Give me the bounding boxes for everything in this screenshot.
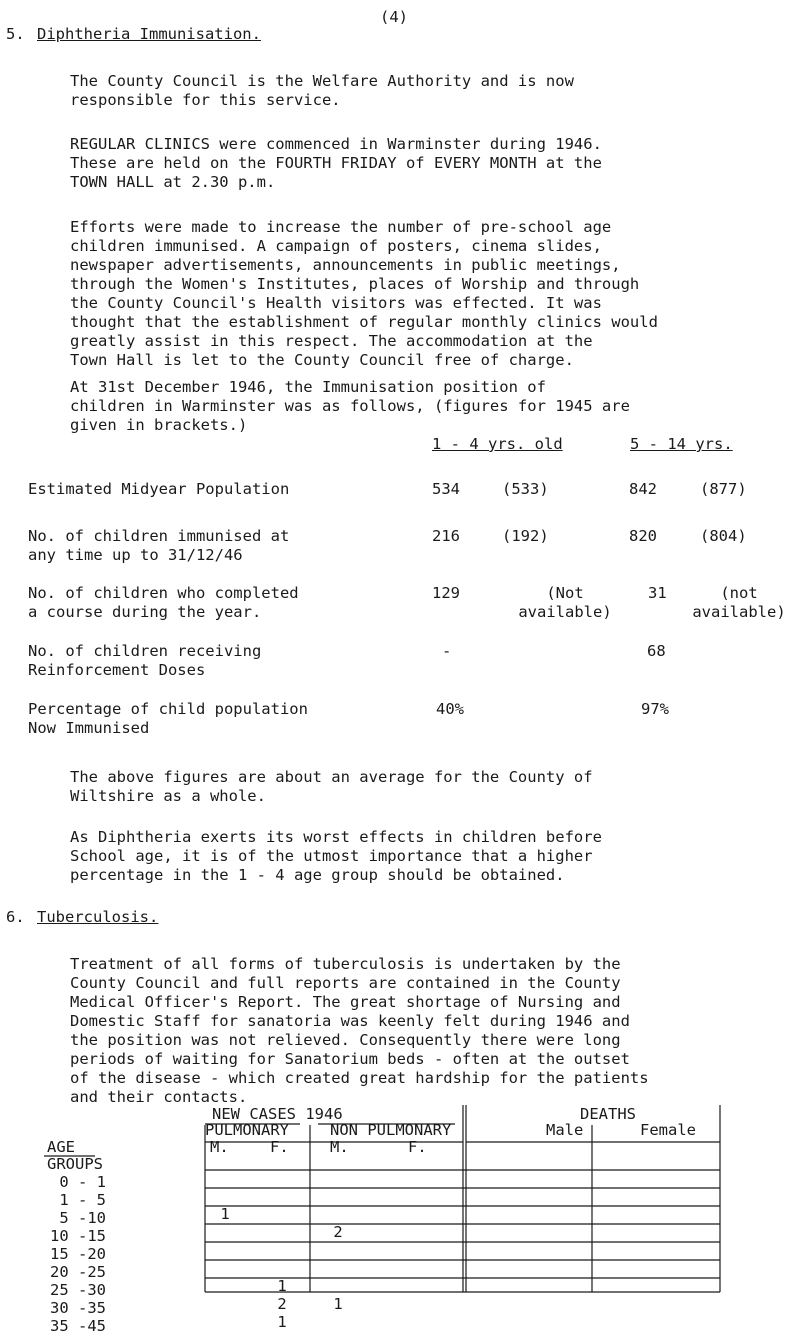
tb-age-group: 5 -10 [59,1209,106,1227]
section-6-heading: Tuberculosis. [37,908,159,926]
tb-age-group: 1 - 5 [59,1191,106,1209]
tb-groups-label: GROUPS [47,1155,103,1173]
tb-male-header: Male [546,1121,584,1139]
tb-age-group: 30 -35 [50,1299,106,1317]
table-cell: 40% [436,700,464,718]
tb-age-group: 0 - 1 [59,1173,106,1191]
tb-non-pulmonary-header: NON PULMONARY [330,1121,452,1139]
s5-paragraph-4: At 31st December 1946, the Immunisation position of children in Warminster was as follows, (figures for 1945 are given in brackets.) [70,378,630,434]
tb-deaths-title: DEATHS [580,1105,636,1123]
tb-female-header: Female [640,1121,696,1139]
tb-table-cell: 1 [333,1295,343,1313]
tb-nm-header: M. [330,1138,349,1156]
tb-pf-header: F. [270,1138,289,1156]
tb-nf-header: F. [408,1138,427,1156]
tb-table-cell: 1 [277,1313,287,1331]
s5-paragraph-6: As Diphtheria exerts its worst effects in children before School age, it is of the utmost importance that a higher percentage in the 1 - 4 age group should be obtained. [70,828,602,884]
tb-age-group: 10 -15 [50,1227,106,1245]
table-cell: 68 [647,642,666,660]
table-cell: 216 [432,527,460,545]
col-header-5-14: 5 - 14 yrs. [630,435,733,453]
table-cell: 31 [648,584,667,602]
tb-table-cell: 1 [277,1277,287,1295]
table-cell: (533) [502,480,549,498]
tb-age-group: 20 -25 [50,1263,106,1281]
table-cell: (192) [502,527,549,545]
tb-age-group: 15 -20 [50,1245,106,1263]
page-number: (4) [380,8,408,26]
s6-paragraph-1: Treatment of all forms of tuberculosis is undertaken by the County Council and full reports are contained in the County Medical Officer's Report. The great shortage of Nursing and Domestic Staff for sanatoria was keenly felt during 1946 and the position was not relieved. Consequently there were long periods of waiting for Sanatorium beds - often at the outset of the disease - which created great hardship for the patients and their contacts. [70,955,649,1106]
table-row-label: No. of children who completed a course during the year. [28,584,299,621]
section-6-number: 6. [6,908,25,926]
tb-age-label: AGE [47,1138,75,1156]
table-cell: (804) [700,527,747,545]
tb-table-cell: 1 [220,1205,230,1223]
table-cell: 534 [432,480,460,498]
tb-table-cell: 2 [277,1295,287,1313]
table-cell: (877) [700,480,747,498]
table-row-label: Estimated Midyear Population [28,480,290,498]
table-cell: 129 [432,584,460,602]
s5-paragraph-1: The County Council is the Welfare Authority and is now responsible for this service. [70,72,574,109]
table-cell: 842 [629,480,657,498]
tb-age-group: 25 -30 [50,1281,106,1299]
tb-new-cases-title: NEW CASES 1946 [212,1105,343,1123]
s5-paragraph-5: The above figures are about an average for the County of Wiltshire as a whole. [70,768,593,805]
table-cell: (Not available) [518,584,612,621]
table-cell: 820 [629,527,657,545]
table-row-label: No. of children immunised at any time up to 31/12/46 [28,527,290,564]
table-row-label: Percentage of child population Now Immunised [28,700,308,737]
table-cell: - [442,642,452,660]
table-cell: 97% [641,700,669,718]
tb-pulmonary-header: PULMONARY [205,1121,289,1139]
section-5-number: 5. [6,25,25,43]
tb-pm-header: M. [210,1138,229,1156]
table-cell: (not available) [692,584,786,621]
section-5-heading: Diphtheria Immunisation. [37,25,261,43]
tb-table-cell: 2 [333,1223,343,1241]
s5-paragraph-3: Efforts were made to increase the number of pre-school age children immunised. A campaign of posters, cinema slides, newspaper advertisements, announcements in public meetings, through the Women's Institutes, places of Worship and through the County Council's Health visitors was effected. It was thought that the establishment of regular monthly clinics would greatly assist in this respect. The accommodation at the Town Hall is let to the County Council free of charge. [70,218,658,369]
tb-age-group: 35 -45 [50,1317,106,1335]
s5-paragraph-2: REGULAR CLINICS were commenced in Warminster during 1946. These are held on the FOURTH FRIDAY of EVERY MONTH at the TOWN HALL at 2.30 p.m. [70,135,602,191]
col-header-1-4: 1 - 4 yrs. old [432,435,563,453]
table-row-label: No. of children receiving Reinforcement Doses [28,642,262,679]
